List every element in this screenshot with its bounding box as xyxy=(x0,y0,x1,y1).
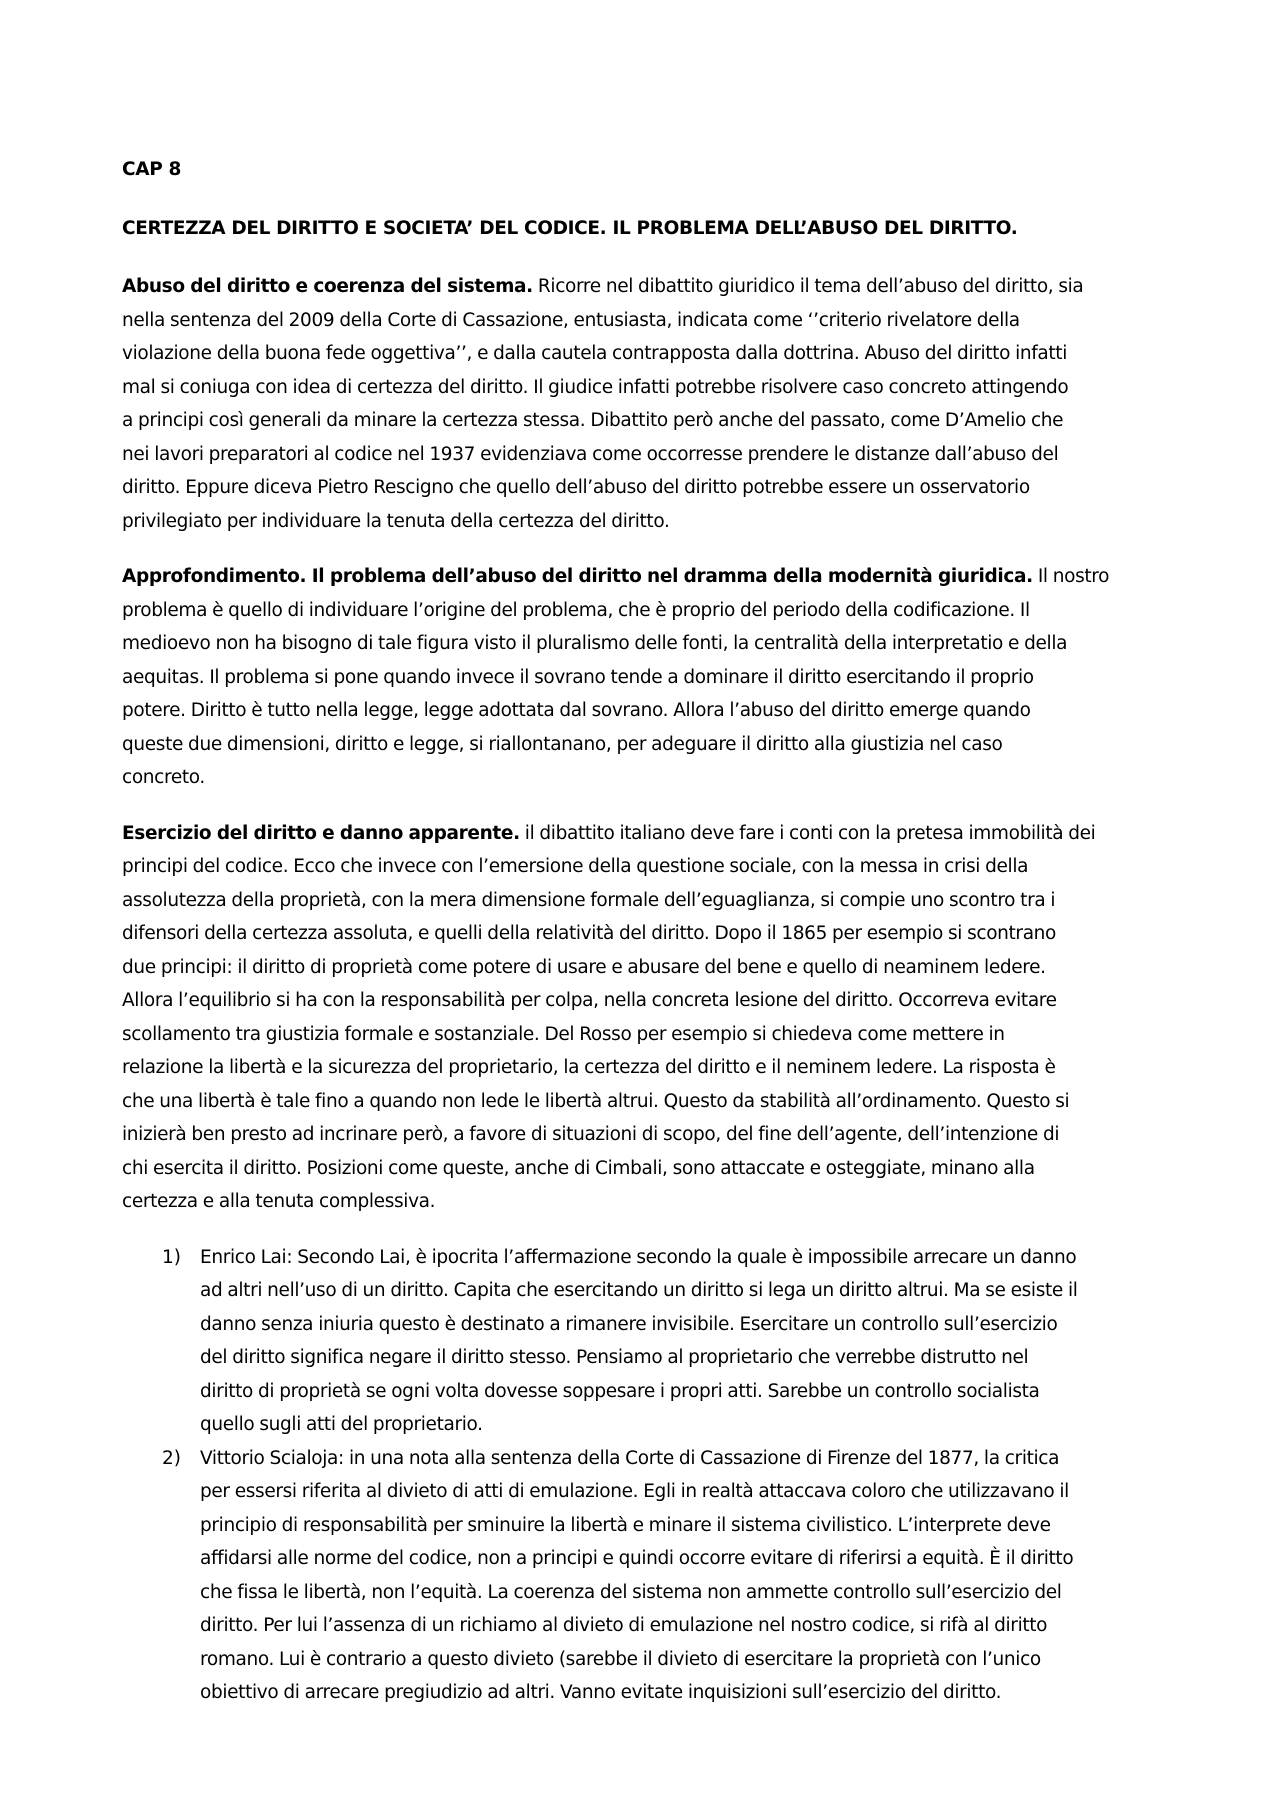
list-line: diritto di proprietà se ogni volta dovesse soppesare i propri atti. Sarebbe un controllo socialista xyxy=(200,1380,1040,1402)
paragraph-line: violazione della buona fede oggettiva’’, e dalla cautela contrapposta dalla dottrina. Abuso del diritto infatti xyxy=(122,343,1067,364)
paragraph-line: nella sentenza del 2009 della Corte di Cassazione, entusiasta, indicata come ‘’criterio rivelatore della xyxy=(122,309,1020,331)
document-title: CERTEZZA DEL DIRITTO E SOCIETA’ DEL CODICE. IL PROBLEMA DELL’ABUSO DEL DIRITTO. xyxy=(122,217,1018,239)
paragraph-line: concreto. xyxy=(122,767,205,788)
paragraph-line: che una libertà è tale fino a quando non lede le libertà altrui. Questo da stabilità all’ordinamento. Questo si xyxy=(122,1090,1070,1112)
paragraph-heading: Esercizio del diritto e danno apparente. xyxy=(122,822,520,844)
paragraph-heading: Abuso del diritto e coerenza del sistema. xyxy=(122,276,533,297)
paragraph-line: potere. Diritto è tutto nella legge, legge adottata dal sovrano. Allora l’abuso del diritto emerge quando xyxy=(122,700,1031,721)
list-number: 1) xyxy=(162,1246,181,1268)
paragraph-line: difensori della certezza assoluta, e quelli della relatività del diritto. Dopo il 1865 per esempio si scontrano xyxy=(122,923,1057,944)
list-line: quello sugli atti del proprietario. xyxy=(200,1414,483,1435)
paragraph-line: certezza e alla tenuta complessiva. xyxy=(122,1191,436,1212)
list-line: affidarsi alle norme del codice, non a principi e quindi occorre evitare di riferirsi a equità. È il diritto xyxy=(200,1548,1074,1569)
paragraph-line: assolutezza della proprietà, con la mera dimensione formale dell’eguaglianza, si compie uno scontro tra i xyxy=(122,889,1056,911)
paragraph-esercizio xyxy=(122,817,1168,1219)
list-line: che fissa le libertà, non l’equità. La coerenza del sistema non ammette controllo sull’esercizio del xyxy=(200,1581,1062,1603)
paragraph-line: principi del codice. Ecco che invece con l’emersione della questione sociale, con la messa in crisi della xyxy=(122,856,1029,877)
list-line: obiettivo di arrecare pregiudizio ad altri. Vanno evitate inquisizioni sull’esercizio del diritto. xyxy=(200,1682,1002,1703)
list-item-scialoja xyxy=(122,1442,1168,1710)
paragraph-line: nei lavori preparatori al codice nel 1937 evidenziava come occorresse prendere le distanze dall’abuso del xyxy=(122,443,1059,465)
list-line: Enrico Lai: Secondo Lai, è ipocrita l’affermazione secondo la quale è impossibile arrecare un danno xyxy=(200,1246,1077,1268)
paragraph-line: Esercizio del diritto e danno apparente. il dibattito italiano deve fare i conti con la pretesa immobilità dei xyxy=(122,822,1096,844)
numbered-list xyxy=(122,1241,1168,1710)
paragraph-line: mal si coniuga con idea di certezza del diritto. Il giudice infatti potrebbe risolvere caso concreto attingendo xyxy=(122,376,1069,398)
paragraph-line: inizierà ben presto ad incrinare però, a favore di situazioni di scopo, del fine dell’agente, dell’intenzione di xyxy=(122,1124,1060,1145)
list-line: danno senza iniuria questo è destinato a rimanere invisibile. Esercitare un controllo sull’esercizio xyxy=(200,1313,1058,1335)
paragraph-heading: Approfondimento. Il problema dell’abuso del diritto nel dramma della modernità giuridica. xyxy=(122,566,1033,587)
paragraph-line: chi esercita il diritto. Posizioni come queste, anche di Cimbali, sono attaccate e osteggiate, minano alla xyxy=(122,1157,1035,1179)
paragraph-line: medioevo non ha bisogno di tale figura visto il pluralismo delle fonti, la centralità della interpretatio e della xyxy=(122,633,1068,654)
list-line: Vittorio Scialoja: in una nota alla sentenza della Corte di Cassazione di Firenze del 1877, la critica xyxy=(200,1447,1060,1469)
chapter-label: CAP 8 xyxy=(122,159,182,180)
paragraph-line: problema è quello di individuare l’origine del problema, che è proprio del periodo della codificazione. Il xyxy=(122,599,1030,621)
list-line: ad altri nell’uso di un diritto. Capita che esercitando un diritto si lega un diritto altrui. Ma se esiste il xyxy=(200,1280,1078,1301)
paragraph-line: Allora l’equilibrio si ha con la responsabilità per colpa, nella concreta lesione del diritto. Occorreva evitare xyxy=(122,990,1057,1011)
paragraph-line: privilegiato per individuare la tenuta della certezza del diritto. xyxy=(122,510,670,532)
paragraph-line: Approfondimento. Il problema dell’abuso del diritto nel dramma della modernità giuridica. Il nostro xyxy=(122,566,1110,587)
paragraph-line: due principi: il diritto di proprietà come potere di usare e abusare del bene e quello di neaminem ledere. xyxy=(122,956,1046,978)
list-item-lai xyxy=(122,1241,1168,1442)
paragraph-abuso xyxy=(122,270,1168,538)
list-line: romano. Lui è contrario a questo divieto (sarebbe il divieto di esercitare la proprietà con l’unico xyxy=(200,1648,1041,1670)
paragraph-line: relazione la libertà e la sicurezza del proprietario, la certezza del diritto e il neminem ledere. La risposta è xyxy=(122,1057,1056,1078)
paragraph-line: queste due dimensioni, diritto e legge, si riallontanano, per adeguare il diritto alla giustizia nel caso xyxy=(122,733,1003,755)
list-line: per essersi riferita al divieto di atti di emulazione. Egli in realtà attaccava coloro che utilizzavano il xyxy=(200,1481,1069,1502)
paragraph-line: aequitas. Il problema si pone quando invece il sovrano tende a dominare il diritto esercitando il proprio xyxy=(122,666,1034,688)
paragraph-line: a principi così generali da minare la certezza stessa. Dibattito però anche del passato, come D’Amelio che xyxy=(122,410,1064,431)
paragraph-approfondimento xyxy=(122,560,1168,795)
document-page xyxy=(122,153,1168,1710)
paragraph-line: Abuso del diritto e coerenza del sistema. Ricorre nel dibattito giuridico il tema dell’abuso del diritto, sia xyxy=(122,276,1084,297)
list-line: principio di responsabilità per sminuire la libertà e minare il sistema civilistico. L’interprete deve xyxy=(200,1514,1051,1536)
list-line: del diritto significa negare il diritto stesso. Pensiamo al proprietario che verrebbe distrutto nel xyxy=(200,1347,1029,1368)
list-line: diritto. Per lui l’assenza di un richiamo al divieto di emulazione nel nostro codice, si rifà al diritto xyxy=(200,1615,1048,1636)
list-number: 2) xyxy=(162,1447,181,1469)
paragraph-line: scollamento tra giustizia formale e sostanziale. Del Rosso per esempio si chiedeva come mettere in xyxy=(122,1023,1005,1045)
paragraph-line: diritto. Eppure diceva Pietro Rescigno che quello dell’abuso del diritto potrebbe essere un osservatorio xyxy=(122,477,1030,498)
